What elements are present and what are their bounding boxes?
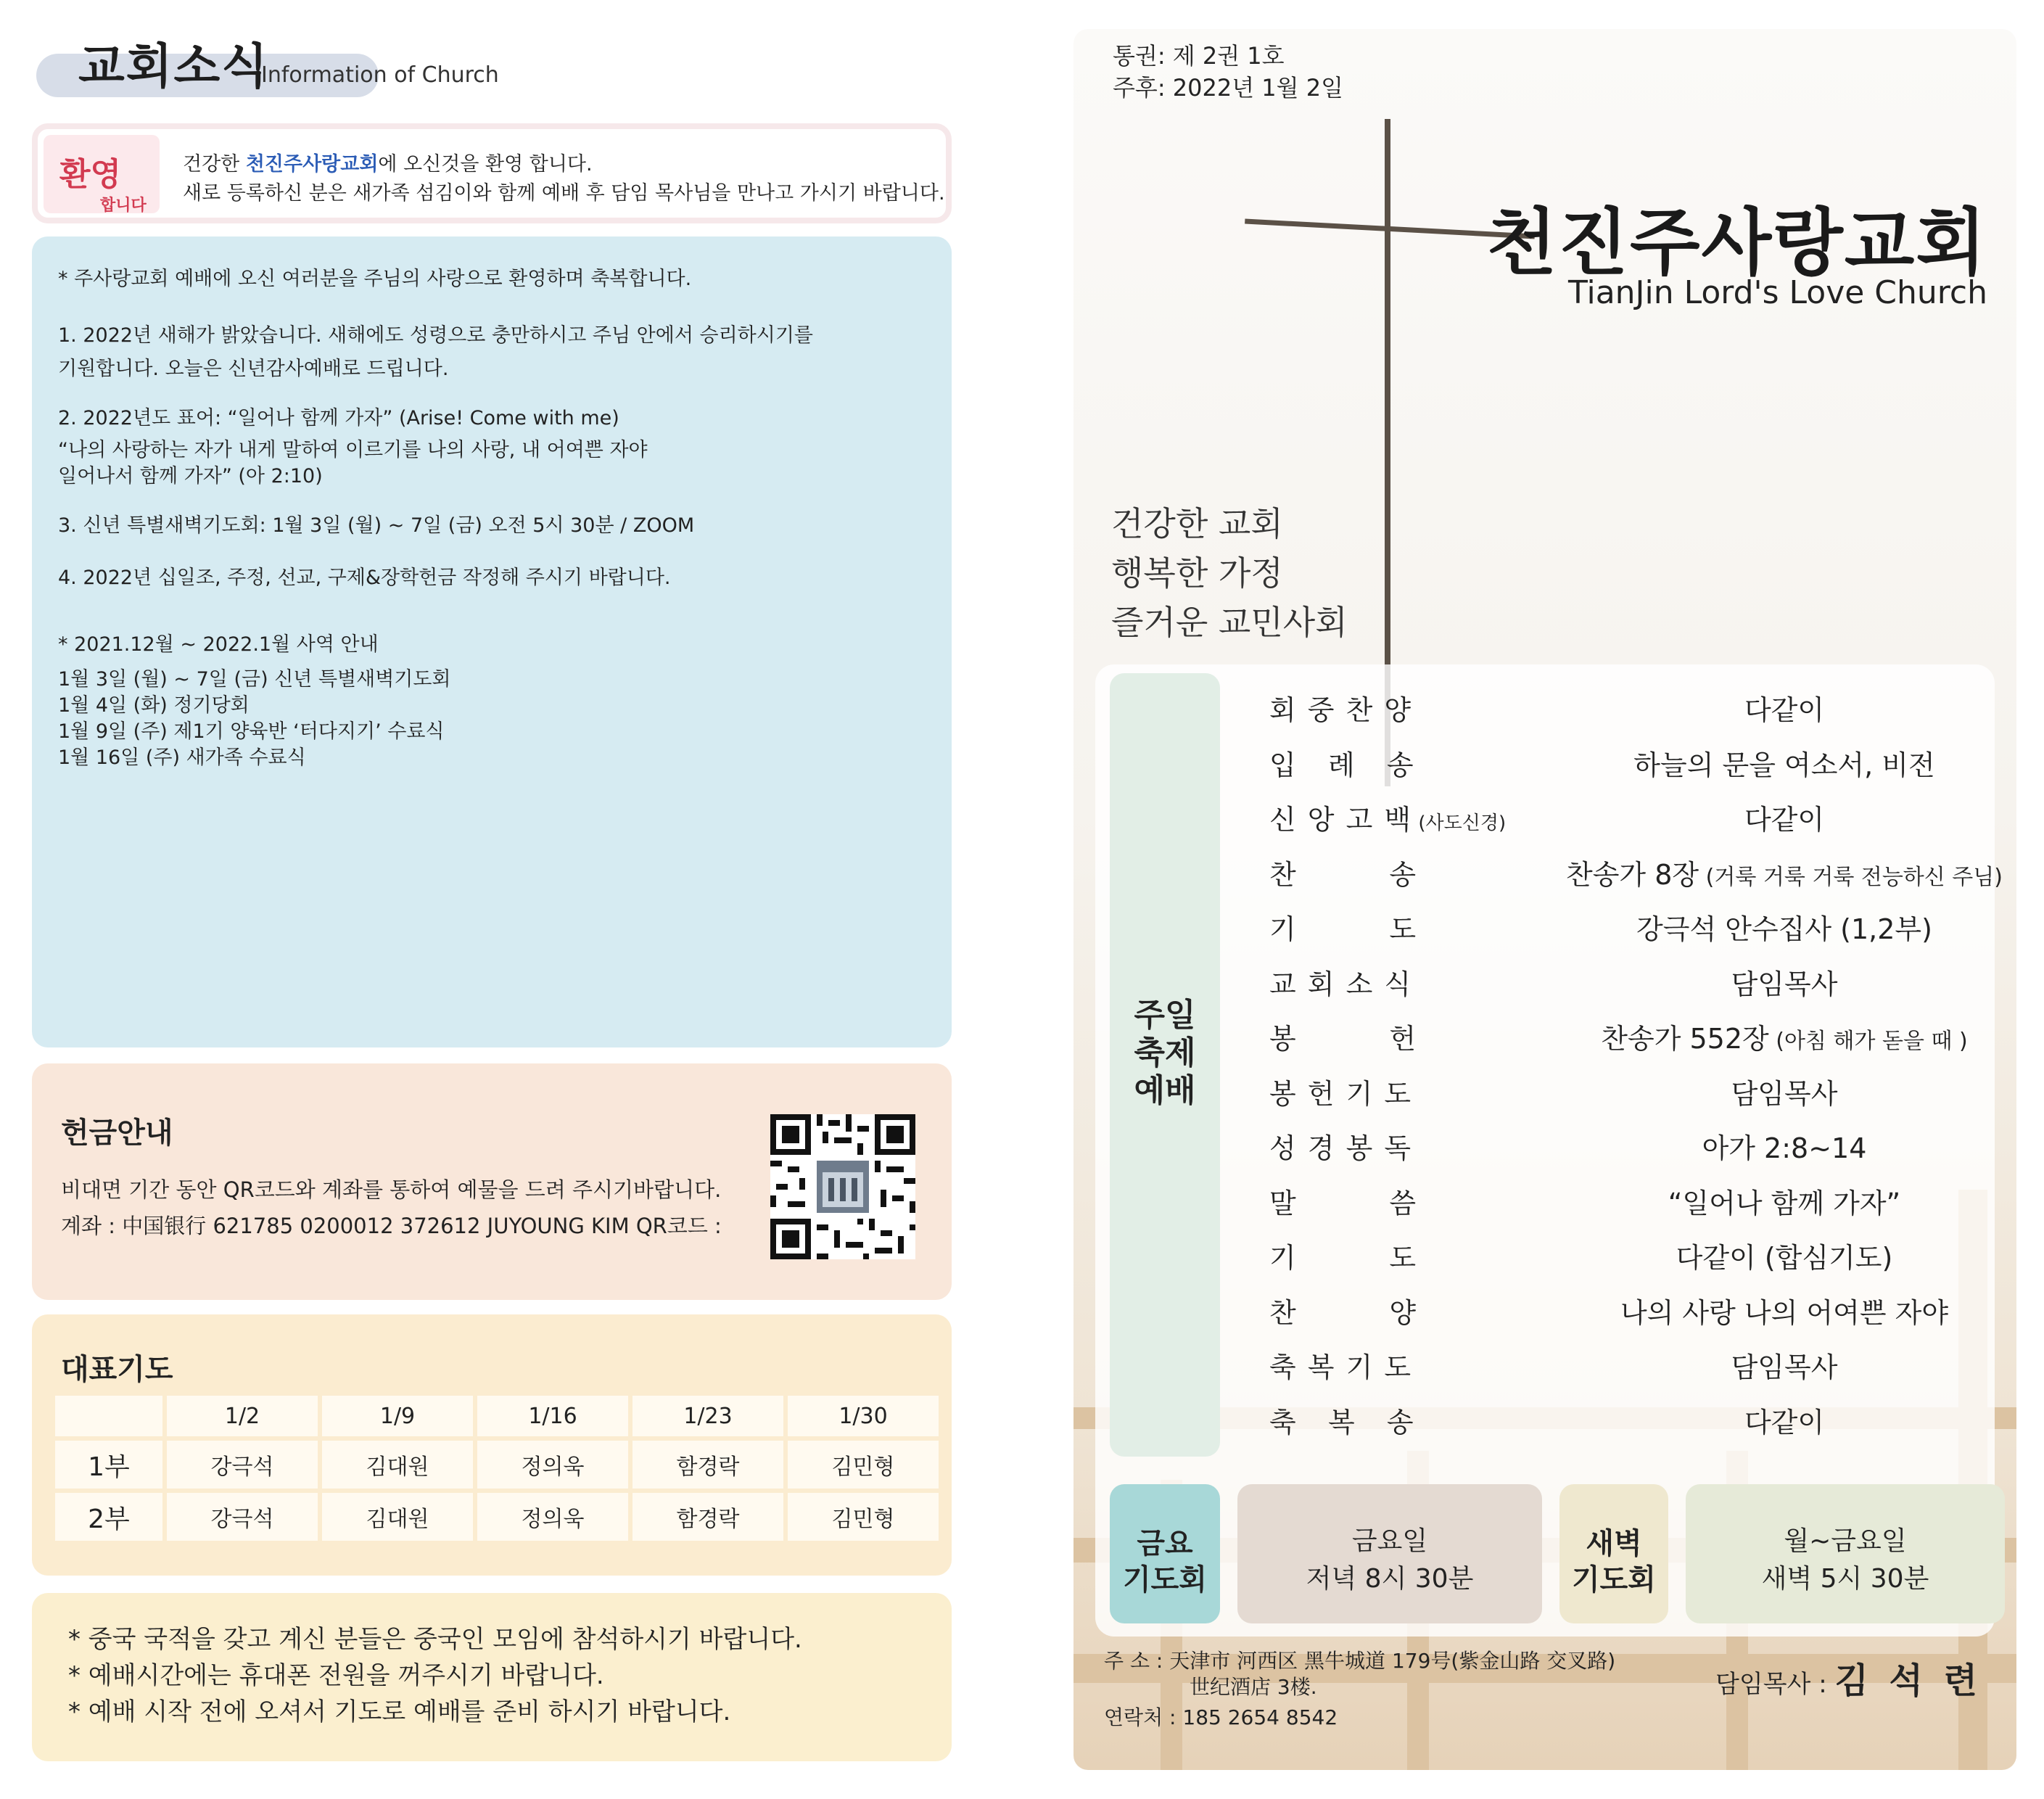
order-item-value xyxy=(1559,1235,2009,1275)
offering-line-1: 비대면 기간 동안 QR코드와 계좌를 통하여 예물을 드려 주시기바랍니다. xyxy=(61,1177,722,1202)
prayer-title: 대표기도 xyxy=(61,1353,173,1386)
volume-number: 통권: 제 2권 1호 xyxy=(1113,42,1285,70)
offering-title: 헌금안내 xyxy=(61,1116,173,1150)
order-item-value xyxy=(1559,1126,2009,1166)
order-item-label xyxy=(1269,1126,1412,1166)
friday-prayer-tag xyxy=(1110,1484,1220,1623)
left-page xyxy=(0,0,1015,1799)
prayer-name: 김민형 xyxy=(788,1441,939,1489)
reminder-line: * 중국 국적을 갖고 계신 분들은 중국인 모임에 참석하시기 바랍니다. xyxy=(68,1625,802,1654)
order-item-value xyxy=(1559,743,2009,783)
order-item-label xyxy=(1269,1400,1415,1440)
date-header: 1/2 xyxy=(167,1396,318,1436)
order-value-text: 강극석 안수집사 (1,2부) xyxy=(1636,913,1932,945)
service-name-line: 주일 xyxy=(1134,997,1196,1034)
motto-line: 즐거운 교민사회 xyxy=(1111,603,1348,642)
page-title: 교회소식 xyxy=(78,38,270,94)
order-value-text: 담임목사 xyxy=(1731,1077,1838,1110)
welcome-line-1 xyxy=(183,148,593,176)
notice-line: “나의 사랑하는 자가 내게 말하여 이르기를 나의 사랑, 내 어여쁜 자야 xyxy=(58,439,648,461)
dawn-day: 월~금요일 xyxy=(1784,1526,1907,1556)
reminder-line: * 예배시간에는 휴대폰 전원을 꺼주시기 바랍니다. xyxy=(68,1661,604,1690)
notice-line: 3. 신년 특별새벽기도회: 1월 3일 (월) ~ 7일 (금) 오전 5시 30분 / ZOOM xyxy=(58,514,695,537)
table-row xyxy=(55,1493,939,1541)
order-item-value xyxy=(1559,907,2009,947)
welcome-line-2: 새로 등록하신 분은 새가족 섬김이와 함께 예배 후 담임 목사님을 만나고 가시기 바랍니다. xyxy=(183,182,945,205)
order-item-label xyxy=(1269,1290,1417,1330)
order-label-text: 봉 헌 xyxy=(1269,1023,1418,1055)
dawn-tag-line: 기도회 xyxy=(1572,1563,1656,1597)
page-subtitle-rest: of Church xyxy=(387,62,499,88)
notice-box xyxy=(32,236,952,1047)
order-item-label xyxy=(1269,1235,1417,1275)
page-subtitle xyxy=(261,62,499,88)
notice-line: 일어나서 함께 가자” (아 2:10) xyxy=(58,465,323,487)
notice-line: 1. 2022년 새해가 밝았습니다. 새해에도 성령으로 충만하시고 주님 안에서 승리하시기를 xyxy=(58,324,814,347)
prayer-name: 김대원 xyxy=(322,1493,473,1541)
notice-line: 1월 4일 (화) 정기당회 xyxy=(58,694,250,717)
order-value-text: 찬송가 8장 xyxy=(1566,858,1699,891)
date-header: 1/9 xyxy=(322,1396,473,1436)
order-item-label xyxy=(1269,797,1506,837)
date-header: 1/30 xyxy=(788,1396,939,1436)
reminder-line: * 예배 시작 전에 오셔서 기도로 예배를 준비 하시기 바랍니다. xyxy=(68,1697,731,1726)
address-line xyxy=(1104,1645,1615,1674)
order-value-text: 하늘의 문을 여소서, 비전 xyxy=(1633,749,1935,781)
table-header-row xyxy=(55,1396,939,1436)
order-value-text: 아가 2:8~14 xyxy=(1702,1132,1867,1164)
service-name xyxy=(1110,997,1220,1110)
service-name-line: 축제 xyxy=(1134,1034,1196,1071)
prayer-name: 함경락 xyxy=(632,1493,783,1541)
offering-account: 계좌 : 中国银行 621785 0200012 372612 JUYOUNG KIM QR코드 : xyxy=(61,1214,722,1238)
order-item-label xyxy=(1269,743,1415,783)
notice-line: 1월 16일 (주) 새가족 수료식 xyxy=(58,746,306,769)
order-label-text: 찬 송 xyxy=(1269,858,1418,891)
order-item-label xyxy=(1269,852,1417,892)
date-header: 1/23 xyxy=(632,1396,783,1436)
order-item-value xyxy=(1559,1290,2009,1330)
order-label-text: 회 중 찬 양 xyxy=(1269,694,1413,726)
order-value-text: 다같이 (합심기도) xyxy=(1676,1242,1893,1274)
notice-line: 1월 3일 (월) ~ 7일 (금) 신년 특별새벽기도회 xyxy=(58,668,451,691)
order-label-text: 입 례 송 xyxy=(1269,749,1415,781)
motto-line: 건강한 교회 xyxy=(1111,504,1283,543)
order-item-label xyxy=(1269,962,1412,1002)
order-item-value xyxy=(1559,1071,2009,1111)
order-item-label xyxy=(1269,1345,1412,1385)
order-item-label xyxy=(1269,907,1417,947)
order-value-detail: (거룩 거룩 거룩 전능하신 주님) xyxy=(1699,864,2003,890)
prayer-name: 김민형 xyxy=(788,1493,939,1541)
order-item-value xyxy=(1559,1016,2009,1056)
order-value-text: 찬송가 552장 xyxy=(1601,1023,1769,1055)
order-value-text: 담임목사 xyxy=(1731,968,1838,1000)
order-item-label xyxy=(1269,688,1412,728)
pastor-label: 담임목사 : xyxy=(1715,1670,1835,1699)
friday-time: 저녁 8시 30분 xyxy=(1306,1564,1474,1594)
order-item-value xyxy=(1559,1400,2009,1440)
pastor-name: 김 석 련 xyxy=(1834,1660,1982,1701)
welcome-box xyxy=(32,123,952,223)
address-value: 天津市 河西区 黑牛城道 179号(紫金山路 交叉路) xyxy=(1169,1649,1616,1673)
representative-prayer-box xyxy=(32,1314,952,1576)
friday-tag-line: 기도회 xyxy=(1123,1563,1207,1597)
qr-code-icon[interactable] xyxy=(770,1114,915,1259)
dawn-prayer-tag xyxy=(1559,1484,1668,1623)
order-label-text: 봉 헌 기 도 xyxy=(1269,1077,1413,1110)
order-label-text: 신 앙 고 백 xyxy=(1269,804,1413,836)
week-date: 주후: 2022년 1월 2일 xyxy=(1113,74,1344,102)
order-label-text: 기 도 xyxy=(1269,1242,1418,1274)
notice-line: * 2021.12월 ~ 2022.1월 사역 안내 xyxy=(58,633,379,656)
dawn-tag-line: 새벽 xyxy=(1586,1527,1642,1560)
order-item-label xyxy=(1269,1181,1417,1221)
offering-box xyxy=(32,1063,952,1300)
notice-line: 2. 2022년도 표어: “일어나 함께 가자” (Arise! Come with me) xyxy=(58,407,619,429)
service-name-line: 예배 xyxy=(1134,1072,1196,1109)
motto-line: 행복한 가정 xyxy=(1111,553,1283,593)
order-value-text: 나의 사랑 나의 어여쁜 자야 xyxy=(1620,1296,1949,1329)
order-value-text: 다같이 xyxy=(1744,694,1825,726)
address-line-2: 世纪酒店 3楼. xyxy=(1190,1675,1317,1699)
notice-line: 1월 9일 (주) 제1기 양육반 ‘터다지기’ 수료식 xyxy=(58,720,445,743)
contact-phone: 185 2654 8542 xyxy=(1182,1705,1338,1729)
welcome-pre: 건강한 xyxy=(183,153,246,176)
order-item-value xyxy=(1559,1181,2009,1221)
contact-line xyxy=(1104,1702,1338,1731)
order-item-label xyxy=(1269,1016,1417,1056)
prayer-name: 정의욱 xyxy=(477,1441,628,1489)
dawn-prayer-info xyxy=(1686,1484,2005,1623)
church-name-korean: 천진주사랑교회 xyxy=(1486,200,1987,285)
welcome-post: 에 오신것을 환영 합니다. xyxy=(378,153,593,176)
worship-order-panel xyxy=(1095,664,2003,1637)
prayer-name: 강극석 xyxy=(167,1493,318,1541)
prayer-name: 강극석 xyxy=(167,1441,318,1489)
table-corner xyxy=(55,1396,162,1436)
contact-label: 연락처 : xyxy=(1104,1705,1176,1729)
order-label-note: (사도신경) xyxy=(1412,812,1507,834)
order-value-detail: (아침 해가 돋을 때 ) xyxy=(1768,1029,1968,1054)
order-item-value xyxy=(1559,797,2009,837)
order-item-value xyxy=(1559,852,2009,892)
welcome-badge-big: 환영 xyxy=(59,156,122,193)
dawn-time: 새벽 5시 30분 xyxy=(1761,1564,1929,1594)
friday-day: 금요일 xyxy=(1351,1526,1428,1556)
prayer-name: 정의욱 xyxy=(477,1493,628,1541)
order-value-text: “일어나 함께 가자” xyxy=(1668,1187,1901,1219)
order-label-text: 축 복 기 도 xyxy=(1269,1351,1413,1383)
page-subtitle-word: Information xyxy=(261,62,387,88)
prayer-table xyxy=(51,1391,943,1545)
order-label-text: 축 복 송 xyxy=(1269,1406,1415,1438)
order-label-text: 성 경 봉 독 xyxy=(1269,1132,1413,1164)
order-label-text: 기 도 xyxy=(1269,913,1418,945)
reminder-box xyxy=(32,1593,952,1761)
date-header: 1/16 xyxy=(477,1396,628,1436)
order-item-value xyxy=(1559,1345,2009,1385)
welcome-badge-small: 합니다 xyxy=(100,197,147,215)
address-label: 주 소 : xyxy=(1104,1649,1163,1673)
order-item-value xyxy=(1559,688,2009,728)
notice-line: 4. 2022년 십일조, 주정, 선교, 구제&장학헌금 작정해 주시기 바랍니다. xyxy=(58,567,671,589)
senior-pastor xyxy=(1715,1652,1982,1703)
friday-prayer-info xyxy=(1237,1484,1542,1623)
row-label: 2부 xyxy=(55,1493,162,1541)
order-label-text: 말 씀 xyxy=(1269,1187,1418,1219)
order-value-text: 다같이 xyxy=(1744,1406,1825,1438)
notice-line: 기원합니다. 오늘은 신년감사예배로 드립니다. xyxy=(58,358,449,380)
order-value-text: 다같이 xyxy=(1744,804,1825,836)
order-label-text: 찬 양 xyxy=(1269,1296,1418,1329)
friday-tag-line: 금요 xyxy=(1137,1527,1193,1560)
notice-line: * 주사랑교회 예배에 오신 여러분을 주님의 사랑으로 환영하며 축복합니다. xyxy=(58,268,692,290)
right-page-cover xyxy=(1073,29,2016,1770)
prayer-name: 함경락 xyxy=(632,1441,783,1489)
table-row xyxy=(55,1441,939,1489)
order-label-text: 교 회 소 식 xyxy=(1269,968,1413,1000)
welcome-badge xyxy=(44,135,160,213)
service-tag xyxy=(1110,673,1220,1457)
order-item-label xyxy=(1269,1071,1412,1111)
order-item-value xyxy=(1559,962,2009,1002)
prayer-name: 김대원 xyxy=(322,1441,473,1489)
welcome-church-name: 천진주사랑교회 xyxy=(245,153,379,176)
row-label: 1부 xyxy=(55,1441,162,1489)
order-value-text: 담임목사 xyxy=(1731,1351,1838,1383)
church-name-english: TianJin Lord's Love Church xyxy=(1567,274,1987,311)
